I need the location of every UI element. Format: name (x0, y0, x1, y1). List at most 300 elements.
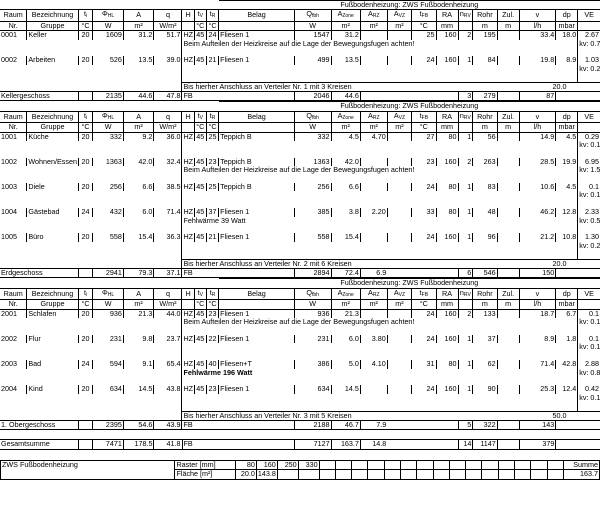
cell-h: HZ (183, 30, 194, 40)
table-cell: Bis hierher Anschluss an Verteiler Nr. 1 mit 3 Kreisen (182, 82, 519, 91)
table-cell: t (83, 288, 86, 297)
table-cell: W (309, 299, 317, 309)
table-cell (219, 111, 295, 122)
cell-nrv: 1 (458, 183, 473, 191)
table-cell: m (505, 122, 512, 132)
cell-dp: 1.8 (556, 335, 578, 343)
table-cell: H (185, 10, 191, 20)
table-cell: RA (442, 111, 453, 121)
table-cell (182, 10, 194, 21)
note-row (0, 65, 600, 73)
table-cell (0, 123, 27, 132)
table-cell (335, 470, 351, 479)
table-cell (436, 300, 458, 309)
cell-h: HZ (183, 183, 194, 192)
cell-zul (497, 183, 519, 191)
cell-zul (497, 56, 519, 64)
anschluss-row (0, 82, 600, 91)
cell-tv: 45 (194, 208, 206, 216)
table-cell (298, 470, 319, 479)
table-cell (0, 65, 182, 73)
table-cell (384, 470, 400, 479)
table-cell (360, 111, 387, 122)
table-cell: m² (369, 21, 378, 30)
cell-arz (360, 309, 387, 318)
table-cell (436, 21, 458, 30)
cell-ve: 0.42 (578, 385, 600, 393)
table-cell (78, 111, 93, 122)
table-cell: °C (81, 21, 90, 30)
note-row (0, 40, 600, 48)
note-row (0, 141, 600, 149)
cell-nr: 1002 (1, 157, 17, 166)
table-cell: 178.5 (123, 440, 154, 449)
table-cell: t (197, 111, 200, 120)
table-cell (519, 288, 556, 299)
cell-avz (387, 335, 411, 343)
table-cell (401, 470, 417, 479)
table-row (0, 48, 600, 56)
table-cell (578, 225, 600, 233)
cell-phi: 594 (93, 360, 124, 368)
cell-nr: 2004 (1, 385, 17, 394)
table-cell: 143 (519, 420, 556, 429)
note-row (0, 369, 600, 377)
cell-belag: Teppich B (219, 132, 295, 141)
table-cell (182, 175, 578, 183)
cell-tv: 45 (194, 56, 206, 64)
cell-zul (497, 208, 519, 216)
table-cell: 2135 (93, 92, 124, 101)
table-cell: V (199, 114, 203, 121)
table-cell (0, 352, 182, 360)
table-cell (123, 21, 154, 30)
table-cell: fbh (312, 291, 319, 298)
table-cell (547, 460, 563, 469)
table-cell: A (368, 9, 373, 19)
table-cell (27, 10, 78, 21)
kv-value: kv: 0.1 (579, 141, 600, 150)
table-cell: fbh (312, 114, 319, 121)
table-cell: Belag (247, 288, 266, 298)
table-cell (0, 217, 182, 225)
table-cell: 41.8 (154, 440, 182, 449)
table-cell (578, 288, 600, 299)
cell-avz (387, 132, 411, 141)
table-cell (458, 288, 473, 299)
table-cell (0, 369, 182, 377)
table-cell: A (393, 9, 399, 19)
table-cell (194, 300, 206, 309)
table-cell (78, 420, 93, 429)
cell-nrv: 2 (458, 158, 473, 166)
table-cell (519, 123, 556, 132)
cell-tfb: 24 (412, 385, 436, 393)
cell-zul (497, 31, 519, 40)
cell-ti: 20 (78, 385, 93, 393)
note-row (0, 217, 600, 225)
cell-dp: 6.7 (556, 309, 578, 318)
table-cell: °C (196, 299, 205, 309)
cell-tr: 23 (206, 158, 218, 166)
cell-avz (387, 158, 411, 166)
cell-h: HZ (183, 385, 194, 394)
table-cell: °C (419, 299, 428, 309)
table-cell (531, 470, 547, 479)
cell-arz (360, 385, 387, 393)
table-cell: °C (208, 122, 217, 132)
table-cell: fbh (312, 13, 319, 20)
table-cell (578, 352, 600, 360)
note-row (0, 191, 600, 199)
table-cell (578, 402, 600, 411)
section-table (0, 0, 600, 101)
table-cell (436, 10, 458, 21)
table-cell (319, 470, 335, 479)
band-title (219, 1, 600, 10)
header-row (0, 288, 600, 299)
cell-avz (387, 56, 411, 64)
cell-tv: 45 (194, 309, 206, 318)
cell-rohr: 37 (473, 335, 497, 343)
table-cell: °C (208, 21, 217, 30)
table-cell: 47.8 (154, 92, 182, 101)
table-cell (578, 175, 600, 183)
table-cell: t (209, 288, 212, 297)
table-cell: Fehlwärme 39 Watt (183, 216, 246, 225)
table-cell (0, 102, 219, 111)
table-cell: t (419, 111, 422, 120)
cell-ti: 20 (78, 31, 93, 40)
table-cell (93, 111, 124, 122)
cell-zul (497, 233, 519, 241)
table-cell: Gruppe (40, 299, 65, 309)
cell-ra: 80 (436, 208, 458, 216)
table-cell: Fehlwärme 196 Watt (183, 368, 253, 377)
cell-tr: 23 (206, 309, 218, 318)
table-cell (219, 300, 295, 309)
cell-name: Büro (27, 233, 78, 241)
cell-a: 13.5 (123, 56, 154, 64)
table-cell: 44.6 (123, 92, 154, 101)
section-table (0, 101, 600, 278)
table-cell (78, 21, 93, 30)
cell-nrv: 1 (458, 360, 473, 368)
table-cell: 7127 (294, 440, 331, 449)
table-cell: mm (441, 21, 454, 30)
table-row (0, 300, 600, 309)
total-row (0, 440, 600, 449)
cell-v: 33.4 (519, 31, 556, 40)
floor-sum-row (0, 420, 600, 429)
table-cell (497, 300, 519, 309)
table-cell: W (309, 122, 317, 132)
table-cell (449, 460, 465, 469)
table-cell: Zul. (502, 111, 515, 121)
cell-dp: 10.8 (556, 233, 578, 241)
table-cell: 2395 (93, 420, 124, 429)
table-cell: Nr. (8, 122, 18, 132)
cell-arz (360, 56, 387, 64)
table-cell: v (535, 10, 540, 20)
cell-name: Kind (27, 385, 78, 393)
table-cell (182, 21, 194, 30)
table-cell (123, 288, 154, 299)
table-cell (294, 111, 331, 122)
table-cell (387, 300, 411, 309)
table-cell (0, 225, 182, 233)
table-cell: mbar (558, 299, 575, 309)
cell-q: 23.7 (154, 335, 182, 343)
table-cell (412, 123, 436, 132)
cell-qfbh: 231 (294, 335, 331, 343)
cell-ra: 80 (436, 183, 458, 191)
table-cell: 7.9 (360, 420, 387, 429)
table-cell (497, 440, 519, 449)
table-cell (182, 149, 578, 157)
kv-value: kv: 0.5 (579, 216, 600, 225)
cell-nrv: 1 (458, 233, 473, 241)
cell-q: 36.0 (154, 132, 182, 141)
table-cell (294, 300, 331, 309)
table-cell (331, 111, 360, 122)
table-cell: m (481, 21, 488, 30)
table-cell: Zone (342, 291, 354, 298)
table-cell: Summe (563, 460, 599, 469)
cell-azone: 4.5 (331, 132, 360, 141)
room-note (182, 343, 578, 351)
cell-belag: Teppich B (219, 183, 295, 191)
table-cell: m² (395, 21, 404, 30)
table-row (0, 158, 600, 166)
table-cell (206, 300, 218, 309)
cell-name: Küche (27, 132, 78, 141)
room-note (182, 40, 578, 48)
table-cell (556, 123, 578, 132)
table-cell (368, 460, 384, 469)
cell-v: 14.9 (519, 132, 556, 141)
table-cell: 20.0 (519, 82, 600, 91)
cell-tv: 45 (194, 183, 206, 191)
table-cell (0, 149, 182, 157)
table-cell (93, 10, 124, 21)
table-cell (473, 288, 497, 299)
cell-q: 71.4 (154, 208, 182, 216)
cell-tfb: 24 (412, 56, 436, 64)
table-row (0, 402, 600, 411)
table-cell: A (368, 288, 373, 297)
table-cell: mm (441, 299, 454, 309)
table-cell: 87 (519, 92, 556, 101)
table-cell (182, 123, 194, 132)
table-row (0, 309, 600, 318)
table-cell: 43.9 (154, 420, 182, 429)
table-cell (556, 92, 600, 101)
table-cell: m² (395, 299, 404, 309)
table-cell (578, 123, 600, 132)
table-cell (27, 111, 78, 122)
note-row (0, 318, 600, 326)
cell-tv: 45 (194, 233, 206, 241)
table-cell: 14 (458, 440, 473, 449)
table-cell: °C (196, 122, 205, 132)
table-cell (519, 21, 556, 30)
table-cell: 322 (473, 420, 497, 429)
cell-v: 21.2 (519, 233, 556, 241)
cell-tv: 45 (194, 360, 206, 368)
table-cell: Kellergeschoss (0, 92, 78, 101)
table-cell (0, 377, 182, 385)
table-cell (194, 269, 294, 278)
table-cell (578, 327, 600, 335)
table-cell: RV (463, 13, 471, 20)
table-row (0, 250, 600, 259)
cell-tv: 45 (194, 31, 206, 40)
table-cell (182, 225, 578, 233)
cell-dp: 12.8 (556, 208, 578, 216)
kv-value: kv: 0.1 (579, 393, 600, 402)
cell-nr: 2001 (1, 309, 17, 318)
table-cell: 150 (519, 269, 556, 278)
cell-qfbh: 385 (294, 208, 331, 216)
cell-name: Diele (27, 183, 78, 191)
cell-rohr: 48 (473, 208, 497, 216)
cell-phi: 231 (93, 335, 124, 343)
cell-name: Flur (27, 335, 78, 343)
cell-dp: 4.5 (556, 132, 578, 141)
table-cell (0, 21, 27, 30)
table-cell (0, 1, 219, 10)
cell-a: 14.5 (123, 385, 154, 393)
table-cell (412, 288, 436, 299)
table-cell (412, 10, 436, 21)
table-cell: RZ (372, 13, 380, 20)
header-row (0, 10, 600, 21)
cell-avz (387, 183, 411, 191)
table-cell (0, 279, 219, 288)
floor-sum-row (0, 92, 600, 101)
cell-azone: 42.0 (331, 158, 360, 166)
table-cell (387, 288, 411, 299)
table-cell (514, 470, 530, 479)
table-row (0, 327, 600, 335)
cell-tfb: 24 (412, 233, 436, 241)
table-cell: l/h (533, 299, 542, 309)
table-cell (182, 250, 578, 259)
section-table (0, 278, 600, 430)
table-cell (331, 300, 360, 309)
table-cell: Rohr (477, 10, 493, 20)
table-cell: Nr. (8, 299, 18, 309)
cell-ra: 160 (436, 385, 458, 393)
table-cell: 163.7 (331, 440, 360, 449)
cell-nr: 0002 (1, 56, 17, 65)
table-cell: 379 (519, 440, 556, 449)
cell-phi: 526 (93, 56, 124, 64)
cell-rohr: 62 (473, 360, 497, 368)
cell-rohr: 83 (473, 183, 497, 191)
table-cell (182, 402, 578, 411)
table-cell: VE (584, 288, 594, 298)
table-cell (93, 21, 124, 30)
table-cell (401, 460, 417, 469)
table-row (0, 183, 600, 191)
table-cell: m (505, 299, 512, 309)
table-row (0, 175, 600, 183)
cell-qfbh: 499 (294, 56, 331, 64)
table-cell (0, 327, 182, 335)
cell-ve: 0.1 (578, 183, 600, 191)
table-cell: °C (81, 299, 90, 309)
table-cell (294, 123, 331, 132)
table-cell: q (165, 288, 170, 298)
table-cell (154, 288, 182, 299)
cell-q: 65.4 (154, 360, 182, 368)
floor-sum-row (0, 269, 600, 278)
table-cell: Beim Aufteilen der Heizkreise auf die Lage der Bewegungsfugen achten! (183, 166, 415, 175)
table-cell: A (136, 111, 142, 121)
cell-v: 18.7 (519, 309, 556, 318)
table-cell: 20.0 (519, 259, 600, 268)
table-cell: Bezeichnung (31, 10, 74, 20)
table-cell: HL (107, 114, 115, 121)
table-cell: °C (419, 122, 428, 132)
table-cell (78, 300, 93, 309)
cell-name: Wohnen/Essen (28, 157, 77, 166)
cell-q: 43.8 (154, 385, 182, 393)
table-cell: RZ (372, 114, 380, 121)
table-cell (194, 288, 206, 299)
table-cell: 330 (298, 460, 319, 469)
table-cell: W/m² (159, 122, 177, 132)
table-cell (497, 111, 519, 122)
cell-rohr: 263 (473, 158, 497, 166)
table-cell (27, 21, 78, 30)
table-cell (387, 111, 411, 122)
cell-name: Arbeiten (27, 56, 78, 64)
table-row (0, 200, 600, 208)
cell-a: 9.1 (123, 360, 154, 368)
table-cell: FB (421, 291, 429, 298)
cell-arz (360, 183, 387, 191)
table-cell (578, 73, 600, 82)
cell-nr: 1001 (1, 132, 17, 141)
room-note (182, 217, 578, 225)
table-cell: 50.0 (519, 411, 600, 420)
cell-tfb: 23 (412, 158, 436, 166)
cell-rohr: 133 (473, 309, 497, 318)
table-cell (78, 123, 93, 132)
cell-azone: 21.3 (331, 309, 360, 318)
cell-rohr: 84 (473, 56, 497, 64)
table-cell (473, 111, 497, 122)
table-cell (387, 420, 458, 429)
cell-tfb: 25 (412, 31, 436, 40)
table-cell (319, 460, 335, 469)
table-cell (556, 10, 578, 21)
table-cell (182, 300, 194, 309)
kv-value: kv: 0.2 (579, 241, 600, 250)
table-cell (206, 123, 218, 132)
table-cell: Raum (3, 288, 23, 298)
table-cell: R (211, 114, 216, 121)
table-cell: H (185, 111, 191, 121)
cell-tv: 45 (194, 335, 206, 343)
cell-avz (387, 309, 411, 318)
table-cell: °C (419, 21, 428, 30)
table-row (0, 102, 600, 111)
table-cell (194, 21, 206, 30)
